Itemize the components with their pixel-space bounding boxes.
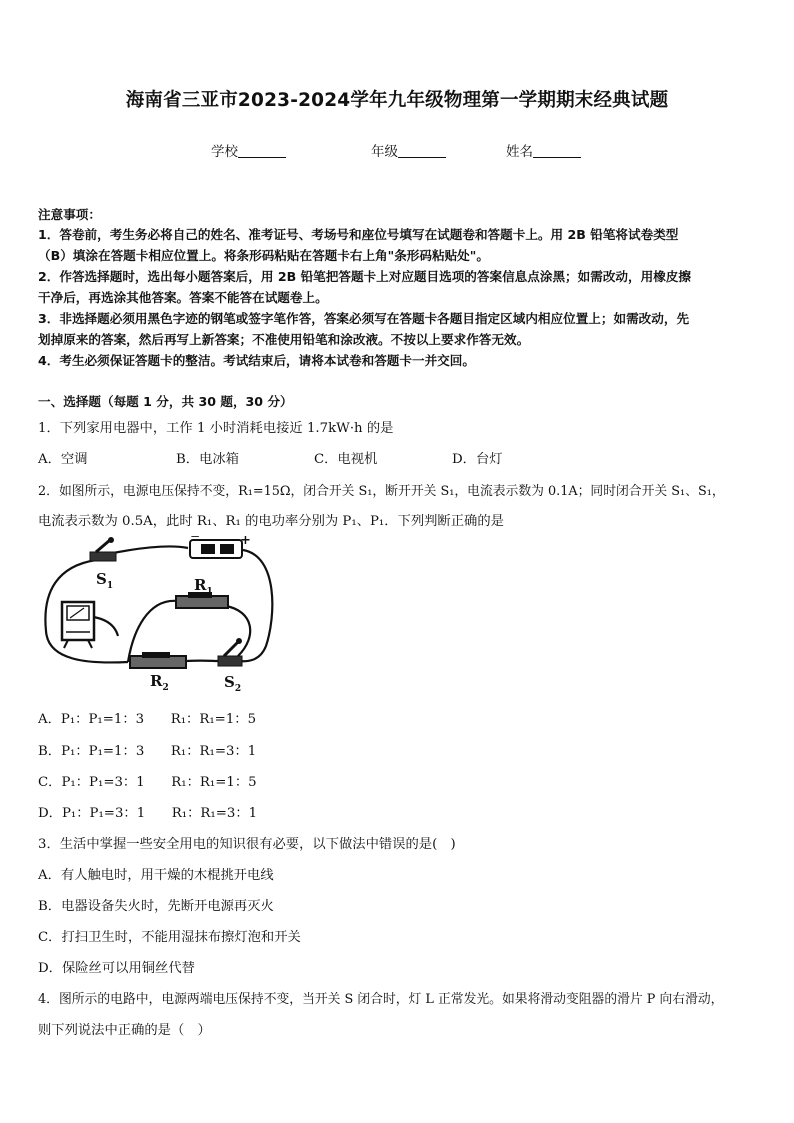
notes-heading: 注意事项：	[38, 207, 101, 222]
label-r1: $R_1$	[194, 576, 213, 597]
q4-stem-line2: 则下列说法中正确的是（ ）	[38, 1023, 211, 1038]
circuit-diagram	[38, 536, 278, 696]
resistor-r2	[130, 652, 186, 668]
q1-stem: 1．下列家用电器中，工作 1 小时消耗电接近 1.7kW·h 的是	[38, 421, 394, 436]
q2-stem-line1: 2．如图所示，电源电压保持不变，R₁=15Ω，闭合开关 S₁，断开开关 S₁，电流表示数为 0.1A；同时闭合开关 S₁、S₁，	[38, 484, 725, 499]
label-s1: $S_1$	[96, 570, 114, 591]
q1-option-d: D．台灯	[452, 452, 503, 467]
label-s2: $S_2$	[224, 673, 242, 694]
page-title: 海南省三亚市2023-2024学年九年级物理第一学期期末经典试题	[125, 90, 669, 111]
note-1-cont: （B）填涂在答题卡相应位置上。将条形码粘贴在答题卡右上角"条形码粘贴处"。	[38, 248, 489, 263]
school-field	[211, 140, 286, 160]
note-3: 3．非选择题必须用黑色字迹的钢笔或签字笔作答，答案必须写在答题卡各题目指定区域内相应位置上；如需改动，先	[38, 311, 690, 326]
note-3-cont: 划掉原来的答案，然后再写上新答案；不准使用铅笔和涂改液。不按以上要求作答无效。	[38, 332, 530, 347]
ammeter	[62, 602, 94, 648]
switch-s2	[218, 638, 242, 666]
switch-s1	[90, 537, 116, 561]
note-2-cont: 干净后，再选涂其他答案。答案不能答在试题卷上。	[38, 290, 328, 305]
q1-option-a: A．空调	[38, 452, 88, 467]
q2-option-d: D．P₁：P₁=3：1 R₁：R₁=3：1	[38, 806, 258, 821]
q2-option-b: B．P₁：P₁=1：3 R₁：R₁=3：1	[38, 744, 257, 759]
q3-option-b: B．电器设备失火时，先断开电源再灭火	[38, 899, 274, 914]
q3-option-c: C．打扫卫生时，不能用湿抹布擦灯泡和开关	[38, 930, 301, 945]
section-heading: 一、选择题（每题 1 分，共 30 题，30 分）	[38, 394, 293, 409]
q3-stem: 3．生活中掌握一些安全用电的知识很有必要，以下做法中错误的是( )	[38, 837, 456, 852]
resistor-r1	[176, 592, 228, 608]
grade-field	[371, 140, 446, 160]
name-field	[506, 140, 581, 160]
q2-stem-line2: 电流表示数为 0.5A，此时 R₁、R₁ 的电功率分别为 P₁、P₁．下列判断正确的是	[38, 514, 504, 529]
battery-minus: −	[190, 536, 201, 543]
q3-option-a: A．有人触电时，用干燥的木棍挑开电线	[38, 868, 274, 883]
note-4: 4．考生必须保证答题卡的整洁。考试结束后，请将本试卷和答题卡一并交回。	[38, 353, 475, 368]
q4-stem-line1: 4．图所示的电路中，电源两端电压保持不变，当开关 S 闭合时，灯 L 正常发光。如果将滑动变阻器的滑片 P 向右滑动，	[38, 992, 724, 1007]
name-label: 姓名	[506, 144, 533, 160]
q1-option-c: C．电视机	[314, 452, 378, 467]
battery-plus: +	[240, 536, 251, 548]
q1-option-b: B．电冰箱	[176, 452, 239, 467]
note-1: 1．答卷前，考生务必将自己的姓名、准考证号、考场号和座位号填写在试题卷和答题卡上。用 2B 铅笔将试卷类型	[38, 227, 679, 242]
name-blank	[533, 143, 581, 158]
label-r2: $R_2$	[150, 672, 169, 693]
school-blank	[238, 143, 286, 158]
q2-option-c: C．P₁：P₁=3：1 R₁：R₁=1：5	[38, 775, 257, 790]
note-2: 2．作答选择题时，选出每小题答案后，用 2B 铅笔把答题卡上对应题目选项的答案信息点涂黑；如需改动，用橡皮擦	[38, 269, 691, 284]
q3-option-d: D．保险丝可以用铜丝代替	[38, 961, 195, 976]
grade-blank	[398, 143, 446, 158]
grade-label: 年级	[371, 144, 398, 160]
school-label: 学校	[211, 144, 238, 160]
q2-option-a: A．P₁：P₁=1：3 R₁：R₁=1：5	[38, 712, 257, 727]
